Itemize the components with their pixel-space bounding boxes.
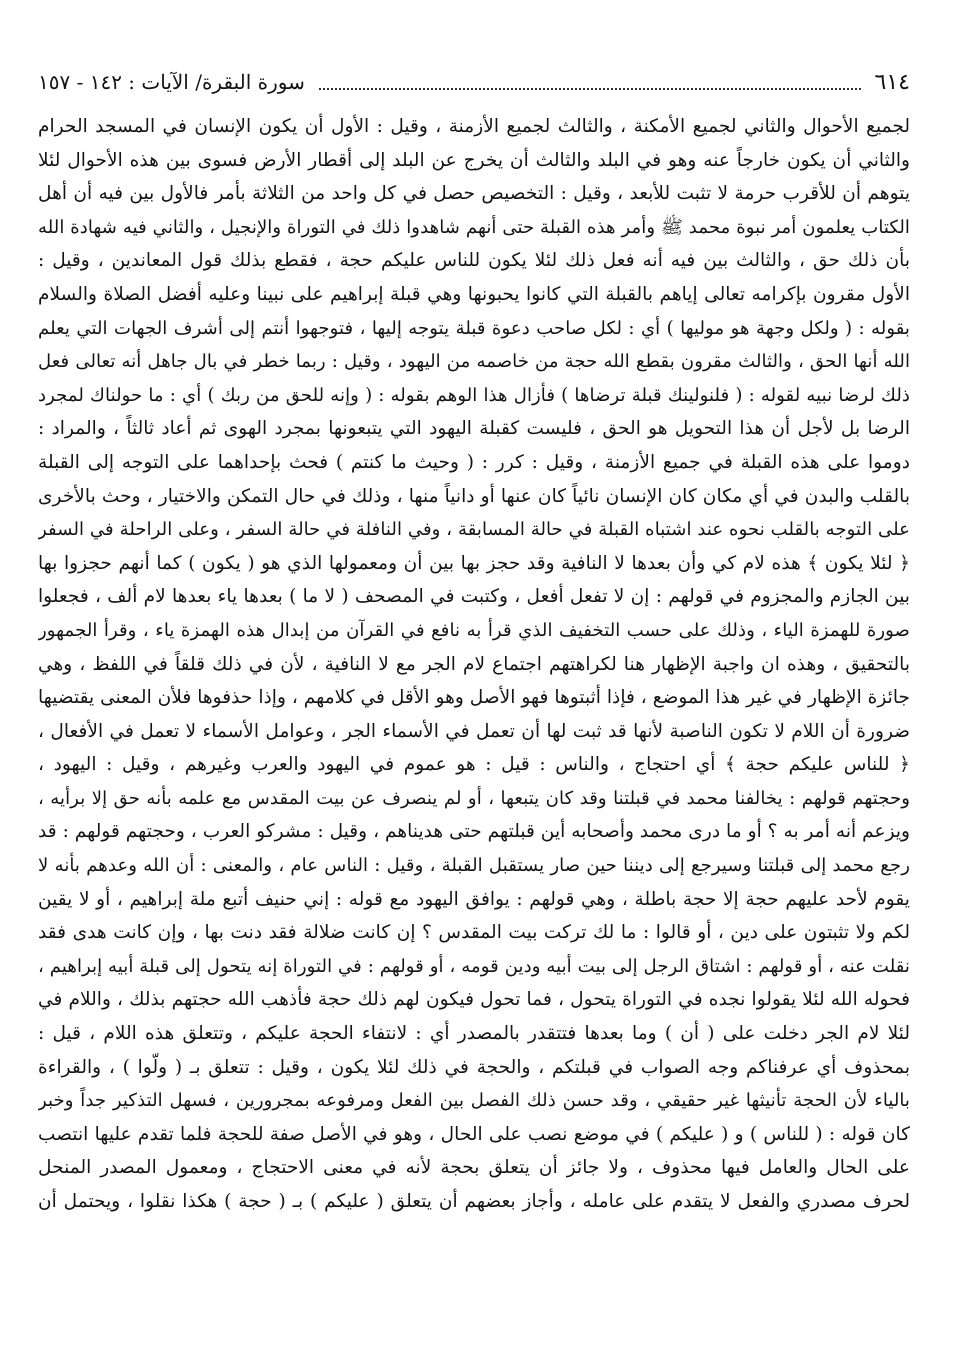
text-line: ذلك لرضا نبيه لقوله : ( فلنولينك قبلة ترضاها ) فأزال هذا الوهم بقوله : ( وإنه للحق من ربك ) أي : ما حولناك لمجرد [38,384,910,406]
text-line: لكم ولا تثبتون على دين ، أو قالوا : ما لك تركت بيت المقدس ؟ إن كانت ضلالة فقد دنت بها ، وإن كانت هدى فقد [38,922,910,944]
page-number: ٦١٤ [874,69,910,95]
text-line: بمحذوف أي عرفناكم وجه الصواب في قبلتكم ، والحجة في ذلك لئلا يكون ، وقيل : تتعلق بـ ( ولّوا ) ، والقراءة [38,1056,910,1078]
text-line: على التوجه بالقلب نحوه عند اشتباه القبلة في حالة المسابقة ، وفي النافلة في حالة السفر ، وعلى الراحلة في السفر [38,519,910,541]
text-line: على الحال والعامل فيها محذوف ، ولا جائز أن يتعلق بحجة لأنه في معنى الاحتجاج ، ومعمول المصدر المنحل [38,1157,910,1179]
text-line: ﴿ للناس عليكم حجة ﴾ أي احتجاج ، والناس : قيل : هو عموم في اليهود والعرب وغيرهم ، وقيل : اليهود ، [38,754,910,776]
text-line: جائزة الإظهار في غير هذا الموضع ، فإذا أثبتوها فهو الأصل وهو الأقل في كلامهم ، وإذا حذفوها فلأن المعنى يقتضيها [38,687,910,709]
text-line: لئلا لام الجر دخلت على ( أن ) وما بعدها فتتقدر بالمصدر أي : لانتفاء الحجة عليكم ، وتتعلق هذه اللام ، قيل : [38,1023,910,1045]
text-line: بقوله : ( ولكل وجهة هو موليها ) أي : لكل صاحب دعوة قبلة يتوجه إليها ، فتوجهوا أنتم إلى أشرف الجهات التي يعلم [38,317,910,339]
text-line: بأن ذلك حق ، والثالث بين فيه أنه فعل ذلك لئلا يكون للناس عليكم حجة ، فقطع بذلك قول المعاندين ، وقيل : [38,250,910,272]
text-line: كان قوله : ( للناس ) و ( عليكم ) في موضع نصب على الحال ، وهو في الأصل صفة للحجة فلما تقدم عليها انتصب [38,1123,910,1145]
text-line: ضرورة أن اللام لا تكون الناصبة لأنها قد ثبت لها أن تعمل في الأسماء الجر ، وعوامل الأسماء لا تعمل في الأفعال ، [38,720,910,742]
text-line: لجميع الأحوال والثاني لجميع الأمكنة ، والثالث لجميع الأزمنة ، وقيل : الأول أن يكون الإنسان في المسجد الحرام [38,116,910,137]
text-line: الله أنها الحق ، والثالث مقرون بقطع الله حجة من خاصمه من اليهود ، وقيل : ربما خطر في بال جاهل أنه تعالى فعل [38,351,910,373]
text-line: فحوله الله لئلا يقولوا نجده في التوراة يتحول ، فما تحول فيكون لهم ذلك حجة فأذهب الله حجتهم بذلك ، واللام في [38,989,910,1011]
text-line: بالقلب والبدن في أي مكان كان الإنسان نائياً كان عنها أو دانياً منها ، وذلك في حال التمكن والاختيار ، وحث بالأخرى [38,485,910,507]
text-line: بالياء لأن الحجة تأنيثها غير حقيقي ، وقد حسن ذلك الفصل بين الفعل ومرفوعه بمجرورين ، فسهل التذكير جداً وخبر [38,1090,910,1112]
text-line: يتوهم أن للأقرب حرمة لا تثبت للأبعد ، وقيل : التخصيص حصل في كل واحد من الثلاثة بأمر فالأول بين فيه أن أهل [38,183,910,205]
text-line: دوموا على هذه القبلة في جميع الأزمنة ، وقيل : كرر : ( وحيث ما كنتم ) فحث بإحداهما على التوجه إلى القبلة [38,451,910,473]
text-line: نقلت عنه ، أو قولهم : اشتاق الرجل إلى بيت أبيه ودين قومه ، أو قولهم : في التوراة إنه يتحول إلى قبلة أبيه إبراهيم ، [38,955,910,977]
running-header [38,62,910,102]
text-line: الرضا بل لأجل أن هذا التحويل هو الحق ، فليست كقبلة اليهود التي يتبعونها بمجرد الهوى ثم أعاد ثالثاً ، والمراد : [38,418,910,440]
text-line: الأول مقرون بإكرامه تعالى إياهم بالقبلة التي كانوا يحبونها وهي قبلة إبراهيم على نبينا وعليه أفضل الصلاة والسلام [38,283,910,305]
text-line: ويزعم أنه أمر به ؟ أو ما درى محمد وأصحابه أين قبلتهم حتى هديناهم ، وقيل : مشركو العرب ، وحجتهم قولهم : قد [38,821,910,843]
surah-reference: سورة البقرة/ الآيات : ١٤٢ - ١٥٧ [38,70,305,94]
text-line: رجع محمد إلى قبلتنا وسيرجع إلى ديننا حين صار يستقبل القبلة ، وقيل : الناس عام ، والمعنى : أن الله وعدهم بأنه لا [38,855,910,877]
text-line: بالتحقيق ، وهذه ان واجبة الإظهار هنا لكراهتهم اجتماع لام الجر مع لا النافية ، لأن في ذلك قلقاً في اللفظ ، وهي [38,653,910,675]
text-line: صورة للهمزة الياء ، وذلك على حسب التخفيف الذي قرأ به نافع في القرآن من إبدال هذه الهمزة ياء ، وقرأ الجمهور [38,619,910,641]
text-line: وحجتهم قولهم : يخالفنا محمد في قبلتنا وقد كان يتبعها ، أو لم ينصرف عن بيت المقدس مع علمه بأنه حق إلا برأيه ، [38,787,910,809]
text-line: يقوم لأحد عليهم حجة إلا حجة باطلة ، وهي قولهم : يوافق اليهود مع قوله : إني حنيف أتبع ملة إبراهيم ، أو لا يقين [38,888,910,910]
text-line: والثاني أن يكون خارجاً عنه وهو في البلد والثالث أن يخرج عن البلد إلى أقطار الأرض فسوى بين هذه الأحوال لئلا [38,149,910,171]
text-line: ﴿ لئلا يكون ﴾ هذه لام كي وأن بعدها لا النافية وقد حجز بها بين أن ومعمولها الذي هو ( يكون ) كما أنهم حجزوا بها [38,552,910,574]
text-line: لحرف مصدري والفعل لا يتقدم على عامله ، وأجاز بعضهم أن يتعلق ( عليكم ) بـ ( حجة ) هكذا نقلوا ، ويحتمل أن [38,1191,910,1212]
dotted-leader [319,74,861,90]
text-line: الكتاب يعلمون أمر نبوة محمد ﷺ وأمر هذه القبلة حتى أنهم شاهدوا ذلك في التوراة والإنجيل ، والثاني فيه شهادة الله [38,216,910,238]
text-line: بين الجازم والمجزوم في قولهم : إن لا تفعل أفعل ، وكتبت في المصحف ( لا ما ) بعدها ياء بعدها لام ألف ، فجعلوا [38,586,910,608]
commentary-text [38,110,910,1219]
